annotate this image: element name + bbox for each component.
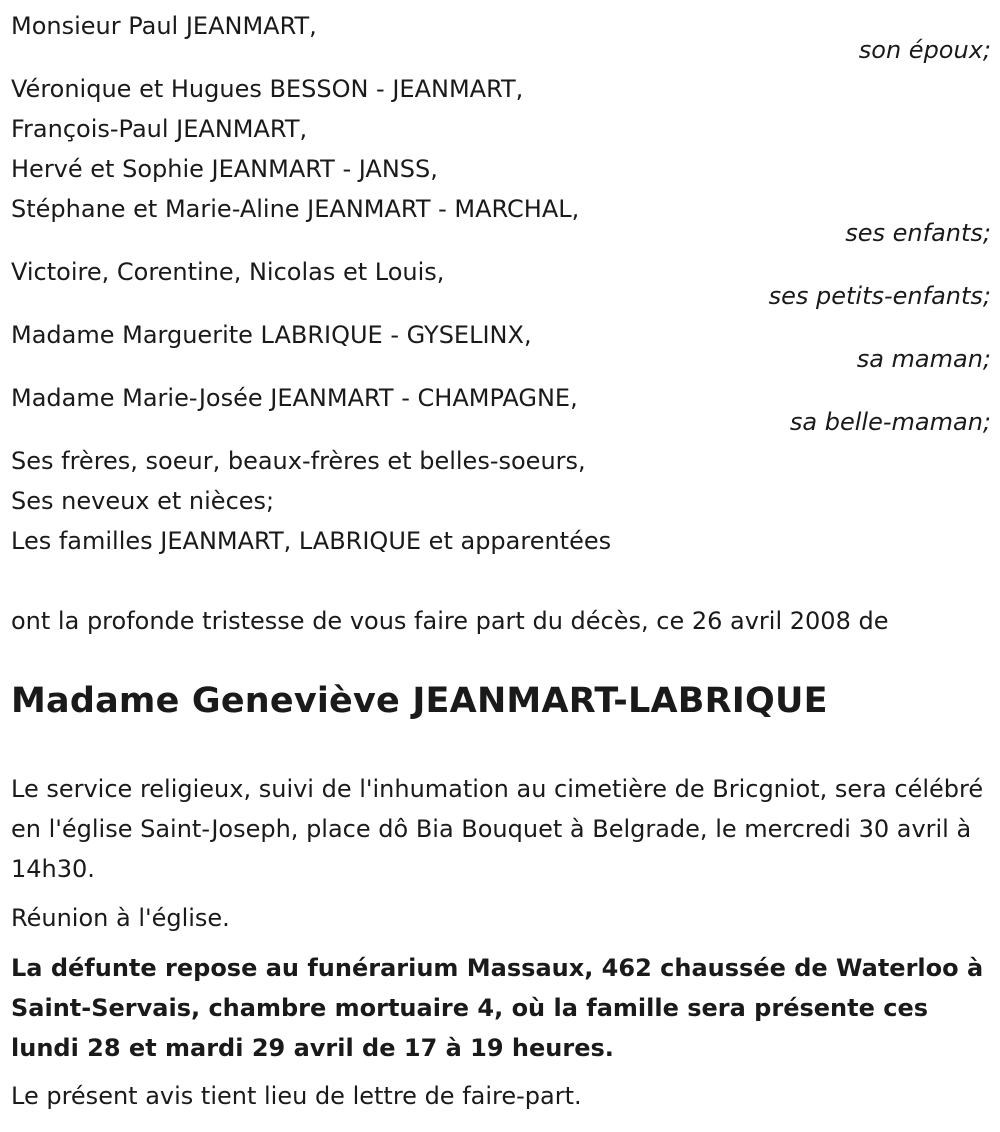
funerarium-details: La défunte repose au funérarium Massaux, 462 chaussée de Waterloo à Saint-Servais, chambre mortuaire 4, où la famille sera présente ces lundi 28 et mardi 29 avril de 17 à 19 heures. — [11, 954, 984, 1062]
other-relatives-line: Ses neveux et nièces; — [11, 487, 275, 515]
mother-name: Madame Marguerite LABRIQUE - GYSELINX, — [11, 321, 532, 349]
mother-in-law-role: sa belle-maman; — [789, 408, 991, 436]
closing-note: Le présent avis tient lieu de lettre de faire-part. — [11, 1082, 582, 1110]
grandchildren-role: ses petits-enfants; — [768, 282, 991, 310]
other-relatives-line: Ses frères, soeur, beaux-frères et belles-soeurs, — [11, 447, 586, 475]
children-role: ses enfants; — [845, 219, 991, 247]
mother-role: sa maman; — [856, 345, 991, 373]
other-relatives-line: Les familles JEANMART, LABRIQUE et apparentées — [11, 527, 612, 555]
child-name: Véronique et Hugues BESSON - JEANMART, — [11, 75, 524, 103]
announcement-text: ont la profonde tristesse de vous faire part du décès, ce 26 avril 2008 de — [11, 607, 889, 635]
meeting-info: Réunion à l'église. — [11, 904, 230, 932]
child-name: Stéphane et Marie-Aline JEANMART - MARCHAL, — [11, 195, 580, 223]
child-name: François-Paul JEANMART, — [11, 115, 308, 143]
deceased-name: Madame Geneviève JEANMART-LABRIQUE — [11, 681, 828, 721]
service-details: Le service religieux, suivi de l'inhumation au cimetière de Bricgniot, sera célébré en l'église Saint-Joseph, place dô Bia Bouquet à Belgrade, le mercredi 30 avril à 14h30. — [11, 775, 984, 883]
spouse-role: son époux; — [858, 36, 991, 64]
child-name: Hervé et Sophie JEANMART - JANSS, — [11, 155, 438, 183]
grandchildren-names: Victoire, Corentine, Nicolas et Louis, — [11, 258, 445, 286]
spouse-name: Monsieur Paul JEANMART, — [11, 12, 317, 40]
mother-in-law-name: Madame Marie-Josée JEANMART - CHAMPAGNE, — [11, 384, 578, 412]
